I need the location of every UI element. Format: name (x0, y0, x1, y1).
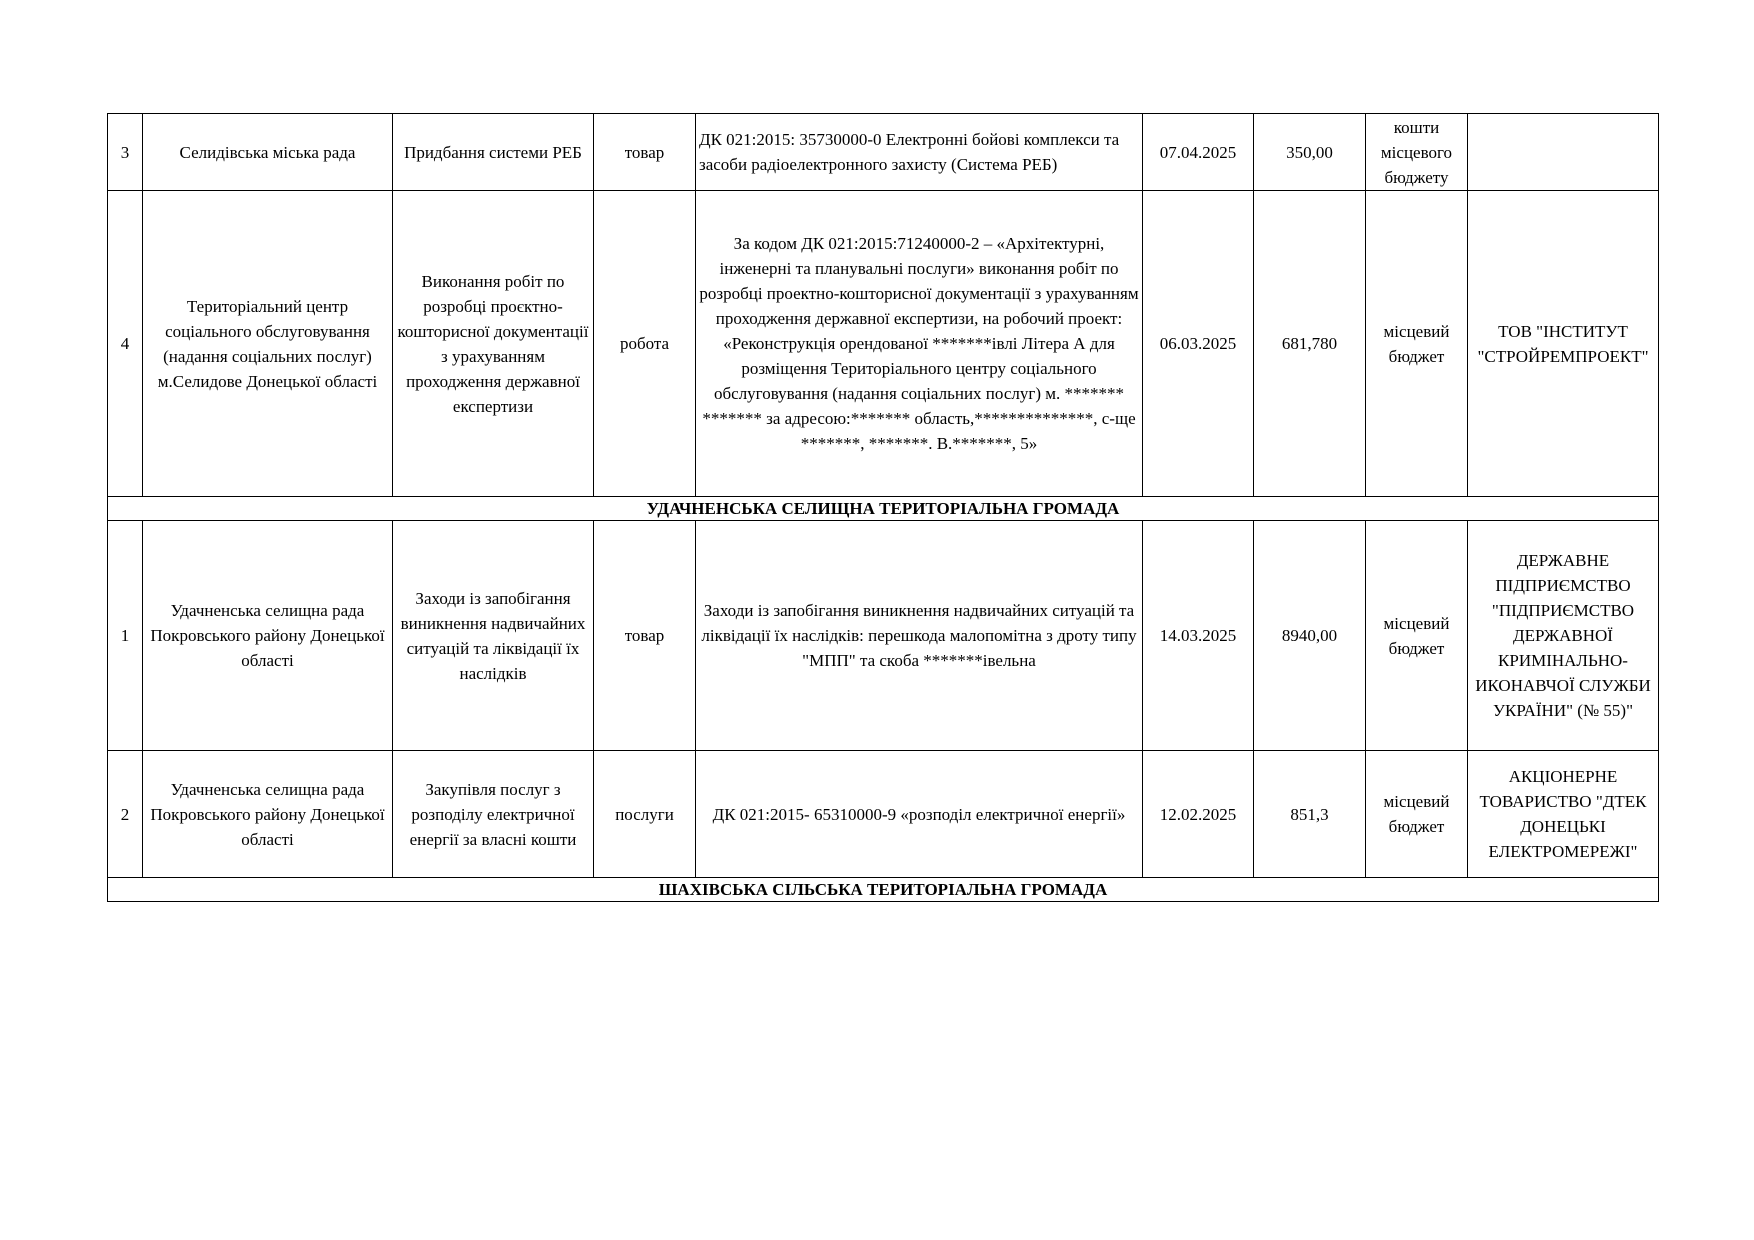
funding-cell: кошти місцевого бюджету (1366, 114, 1468, 191)
organization-cell: Удачненська селищна рада Покровського району Донецької області (143, 751, 393, 878)
date-cell: 06.03.2025 (1143, 191, 1254, 497)
section-title: УДАЧНЕНСЬКА СЕЛИЩНА ТЕРИТОРІАЛЬНА ГРОМАДА (108, 497, 1659, 521)
table-row (108, 521, 1659, 751)
section-header-row (108, 878, 1659, 902)
type-cell: робота (594, 191, 696, 497)
type-cell: послуги (594, 751, 696, 878)
subject-cell: Заходи із запобігання виникнення надвичайних ситуацій та ліквідації їх наслідків (393, 521, 594, 751)
date-cell: 07.04.2025 (1143, 114, 1254, 191)
table-row (108, 191, 1659, 497)
type-cell: товар (594, 521, 696, 751)
funding-cell: місцевий бюджет (1366, 191, 1468, 497)
table-row (108, 114, 1659, 191)
type-cell: товар (594, 114, 696, 191)
row-number: 3 (108, 114, 143, 191)
funding-cell: місцевий бюджет (1366, 521, 1468, 751)
amount-cell: 350,00 (1254, 114, 1366, 191)
row-number: 4 (108, 191, 143, 497)
supplier-cell: АКЦІОНЕРНЕ ТОВАРИСТВО "ДТЕК ДОНЕЦЬКІ ЕЛЕКТРОМЕРЕЖІ" (1468, 751, 1659, 878)
subject-cell: Придбання системи РЕБ (393, 114, 594, 191)
procurement-table (107, 113, 1659, 902)
row-number: 1 (108, 521, 143, 751)
section-header-row (108, 497, 1659, 521)
code-cell: ДК 021:2015: 35730000-0 Електронні бойові комплекси та засоби радіоелектронного захисту (Система РЕБ) (696, 114, 1143, 191)
supplier-cell (1468, 114, 1659, 191)
code-cell: ДК 021:2015- 65310000-9 «розподіл електричної енергії» (696, 751, 1143, 878)
amount-cell: 851,3 (1254, 751, 1366, 878)
funding-cell: місцевий бюджет (1366, 751, 1468, 878)
code-cell: За кодом ДК 021:2015:71240000-2 – «Архітектурні, інженерні та планувальні послуги» виконання робіт по розробці проектно-кошторисної документації з урахуванням проходження державної експертизи, на робочий проект: «Реконструкція орендованої *******івлі Літера А для розміщення Територіального центру соціального обслуговування (надання соціальних послуг) м. ******* ******* за адресою:******* область,**************, с-ще *******, *******. В.*******, 5» (696, 191, 1143, 497)
table-row (108, 751, 1659, 878)
code-cell: Заходи із запобігання виникнення надвичайних ситуацій та ліквідації їх наслідків: перешкода малопомітна з дроту типу "МПП" та скоба *******івельна (696, 521, 1143, 751)
subject-cell: Закупівля послуг з розподілу електричної енергії за власні кошти (393, 751, 594, 878)
section-title: ШАХІВСЬКА СІЛЬСЬКА ТЕРИТОРІАЛЬНА ГРОМАДА (108, 878, 1659, 902)
date-cell: 14.03.2025 (1143, 521, 1254, 751)
amount-cell: 681,780 (1254, 191, 1366, 497)
supplier-cell: ТОВ "ІНСТИТУТ "СТРОЙРЕМПРОЕКТ" (1468, 191, 1659, 497)
subject-cell: Виконання робіт по розробці проєктно-кошторисної документації з урахуванням проходження державної експертизи (393, 191, 594, 497)
organization-cell: Селидівська міська рада (143, 114, 393, 191)
supplier-cell: ДЕРЖАВНЕ ПІДПРИЄМСТВО "ПІДПРИЄМСТВО ДЕРЖАВНОЇ КРИМІНАЛЬНО-ИКОНАВЧОЇ СЛУЖБИ УКРАЇНИ" (№ 55)" (1468, 521, 1659, 751)
organization-cell: Територіальний центр соціального обслуговування (надання соціальних послуг) м.Селидове Донецької області (143, 191, 393, 497)
amount-cell: 8940,00 (1254, 521, 1366, 751)
row-number: 2 (108, 751, 143, 878)
date-cell: 12.02.2025 (1143, 751, 1254, 878)
organization-cell: Удачненська селищна рада Покровського району Донецької області (143, 521, 393, 751)
